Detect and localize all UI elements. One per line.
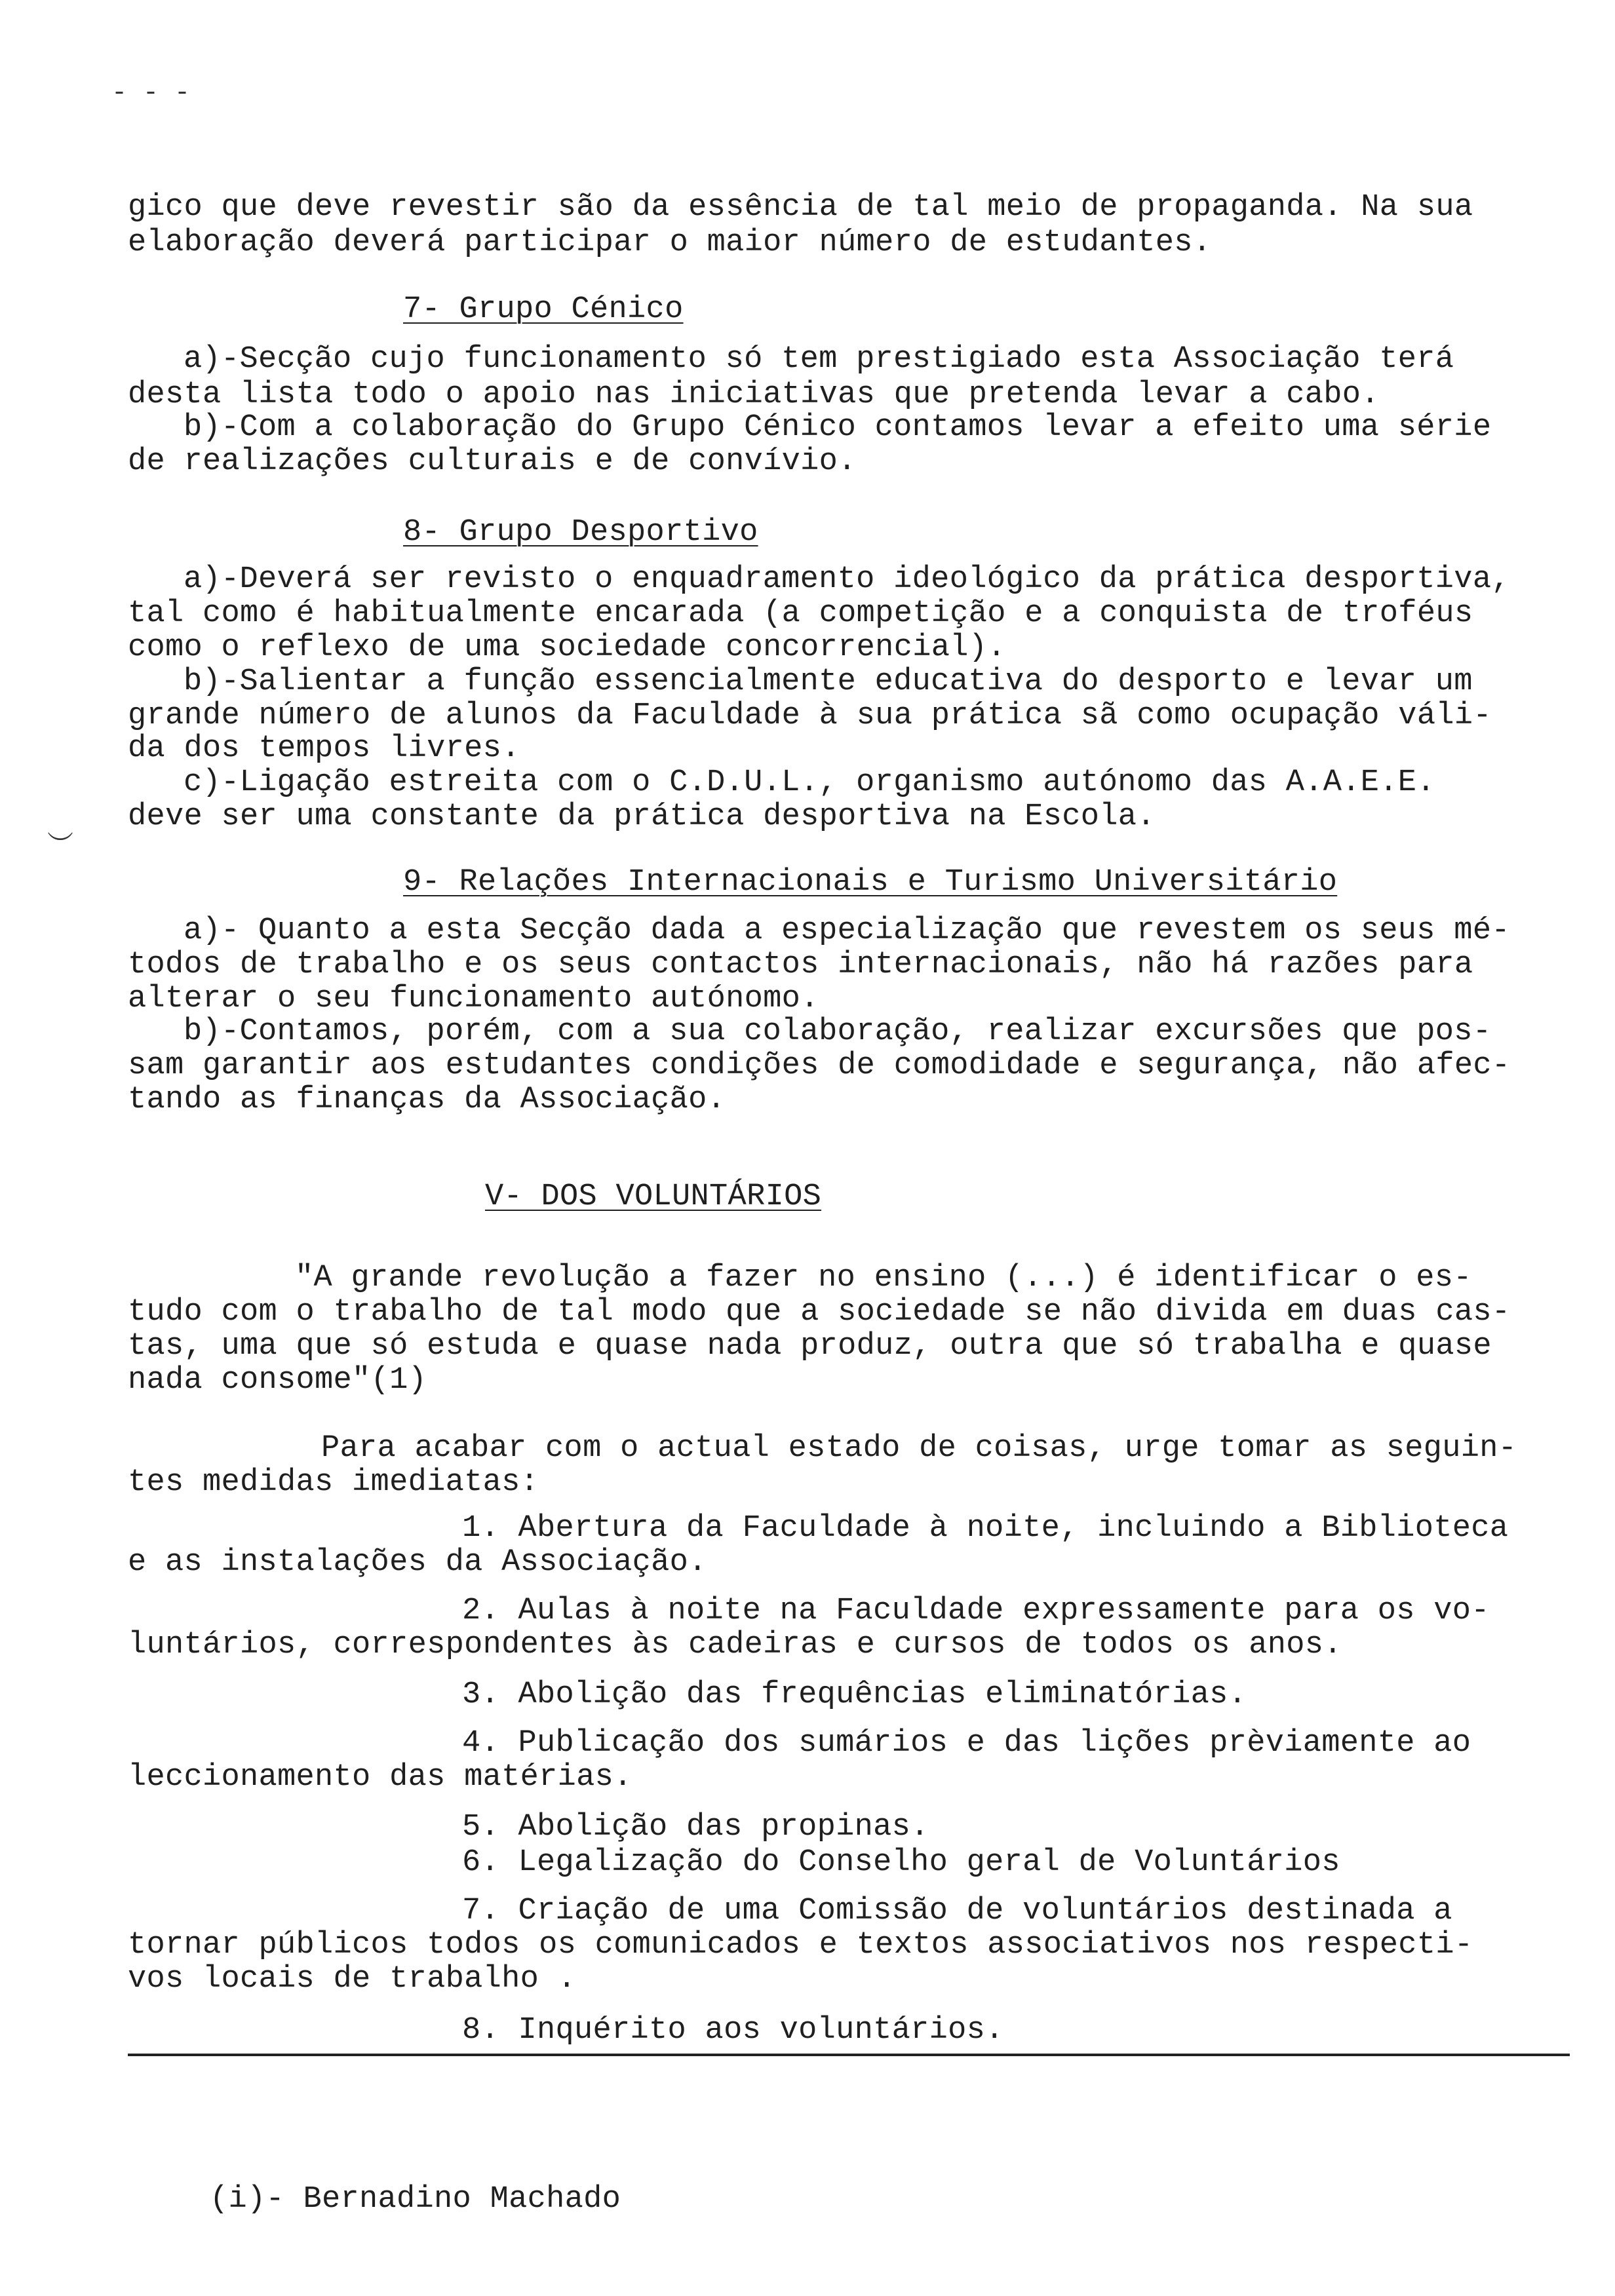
text-line: desta lista todo o apoio nas iniciativas que pretenda levar a cabo.	[128, 377, 1380, 412]
list-item: 8. Inquérito aos voluntários.	[462, 2013, 1004, 2048]
list-item: 1. Abertura da Faculdade à noite, incluindo a Biblioteca	[462, 1511, 1509, 1546]
stray-mark: - - -	[111, 79, 191, 108]
footnote: (i)- Bernadino Machado	[210, 2182, 621, 2217]
quote-line: nada consome"(1)	[128, 1363, 427, 1398]
text-line: alterar o seu funcionamento autónomo.	[128, 982, 819, 1016]
text-line: a)-Secção cujo funcionamento só tem prestigiado esta Associação terá	[184, 342, 1454, 377]
list-item: tornar públicos todos os comunicados e textos associativos nos respecti-	[128, 1928, 1473, 1962]
text-line: b)-Com a colaboração do Grupo Cénico contamos levar a efeito uma série	[184, 410, 1492, 445]
quote-line: tudo com o trabalho de tal modo que a sociedade se não divida em duas cas-	[128, 1295, 1511, 1330]
list-item: 7. Criação de uma Comissão de voluntários destinada a	[462, 1894, 1452, 1928]
text-line: c)-Ligação estreita com o C.D.U.L., organismo autónomo das A.A.E.E.	[184, 765, 1435, 800]
list-item: 2. Aulas à noite na Faculdade expressamente para os vo-	[462, 1594, 1490, 1628]
section-heading: 7- Grupo Cénico	[403, 292, 684, 327]
chapter-heading: V- DOS VOLUNTÁRIOS	[485, 1179, 822, 1214]
text-line: deve ser uma constante da prática desportiva na Escola.	[128, 799, 1156, 834]
text-line: tando as finanças da Associação.	[128, 1082, 726, 1117]
list-item: 3. Abolição das frequências eliminatórias.	[462, 1677, 1247, 1712]
list-item: e as instalações da Associação.	[128, 1545, 707, 1580]
text-line: a)- Quanto a esta Secção dada a especialização que revestem os seus mé-	[184, 913, 1510, 948]
text-line: todos de trabalho e os seus contactos internacionais, não há razões para	[128, 947, 1473, 982]
list-item: 4. Publicação dos sumários e das lições prèviamente ao	[462, 1726, 1471, 1761]
text-line: a)-Deverá ser revisto o enquadramento ideológico da prática desportiva,	[184, 562, 1510, 597]
section-heading: 9- Relações Internacionais e Turismo Universitário	[403, 865, 1338, 900]
list-item: 5. Abolição das propinas.	[462, 1810, 929, 1845]
text-line: b)-Contamos, porém, com a sua colaboração, realizar excursões que pos-	[184, 1014, 1492, 1049]
section-heading: 8- Grupo Desportivo	[403, 515, 758, 550]
text-line: como o reflexo de uma sociedade concorrencial).	[128, 630, 1006, 665]
list-item: leccionamento das matérias.	[128, 1760, 632, 1795]
footnote-rule	[128, 2054, 1570, 2056]
list-item: 6. Legalização do Conselho geral de Voluntários	[462, 1845, 1340, 1880]
text-line: gico que deve revestir são da essência de tal meio de propaganda. Na sua	[128, 190, 1473, 225]
text-line: elaboração deverá participar o maior número de estudantes.	[128, 225, 1212, 260]
quote-line: "A grande revolução a fazer no ensino (...) é identificar o es-	[295, 1261, 1472, 1295]
text-line: Para acabar com o actual estado de coisas, urge tomar as seguin-	[321, 1431, 1517, 1466]
text-line: b)-Salientar a função essencialmente educativa do desporto e levar um	[184, 664, 1473, 699]
text-line: tes medidas imediatas:	[128, 1465, 539, 1500]
margin-mark: ︶	[47, 833, 73, 862]
text-line: tal como é habitualmente encarada (a competição e a conquista de troféus	[128, 596, 1473, 631]
list-item: luntários, correspondentes às cadeiras e cursos de todos os anos.	[128, 1628, 1342, 1662]
text-line: de realizações culturais e de convívio.	[128, 444, 857, 479]
quote-line: tas, uma que só estuda e quase nada produz, outra que só trabalha e quase	[128, 1329, 1492, 1364]
text-line: da dos tempos livres.	[128, 731, 520, 766]
text-line: grande número de alunos da Faculdade à sua prática sã como ocupação váli-	[128, 698, 1492, 733]
list-item: vos locais de trabalho .	[128, 1962, 577, 1997]
text-line: sam garantir aos estudantes condições de comodidade e segurança, não afec-	[128, 1048, 1511, 1083]
